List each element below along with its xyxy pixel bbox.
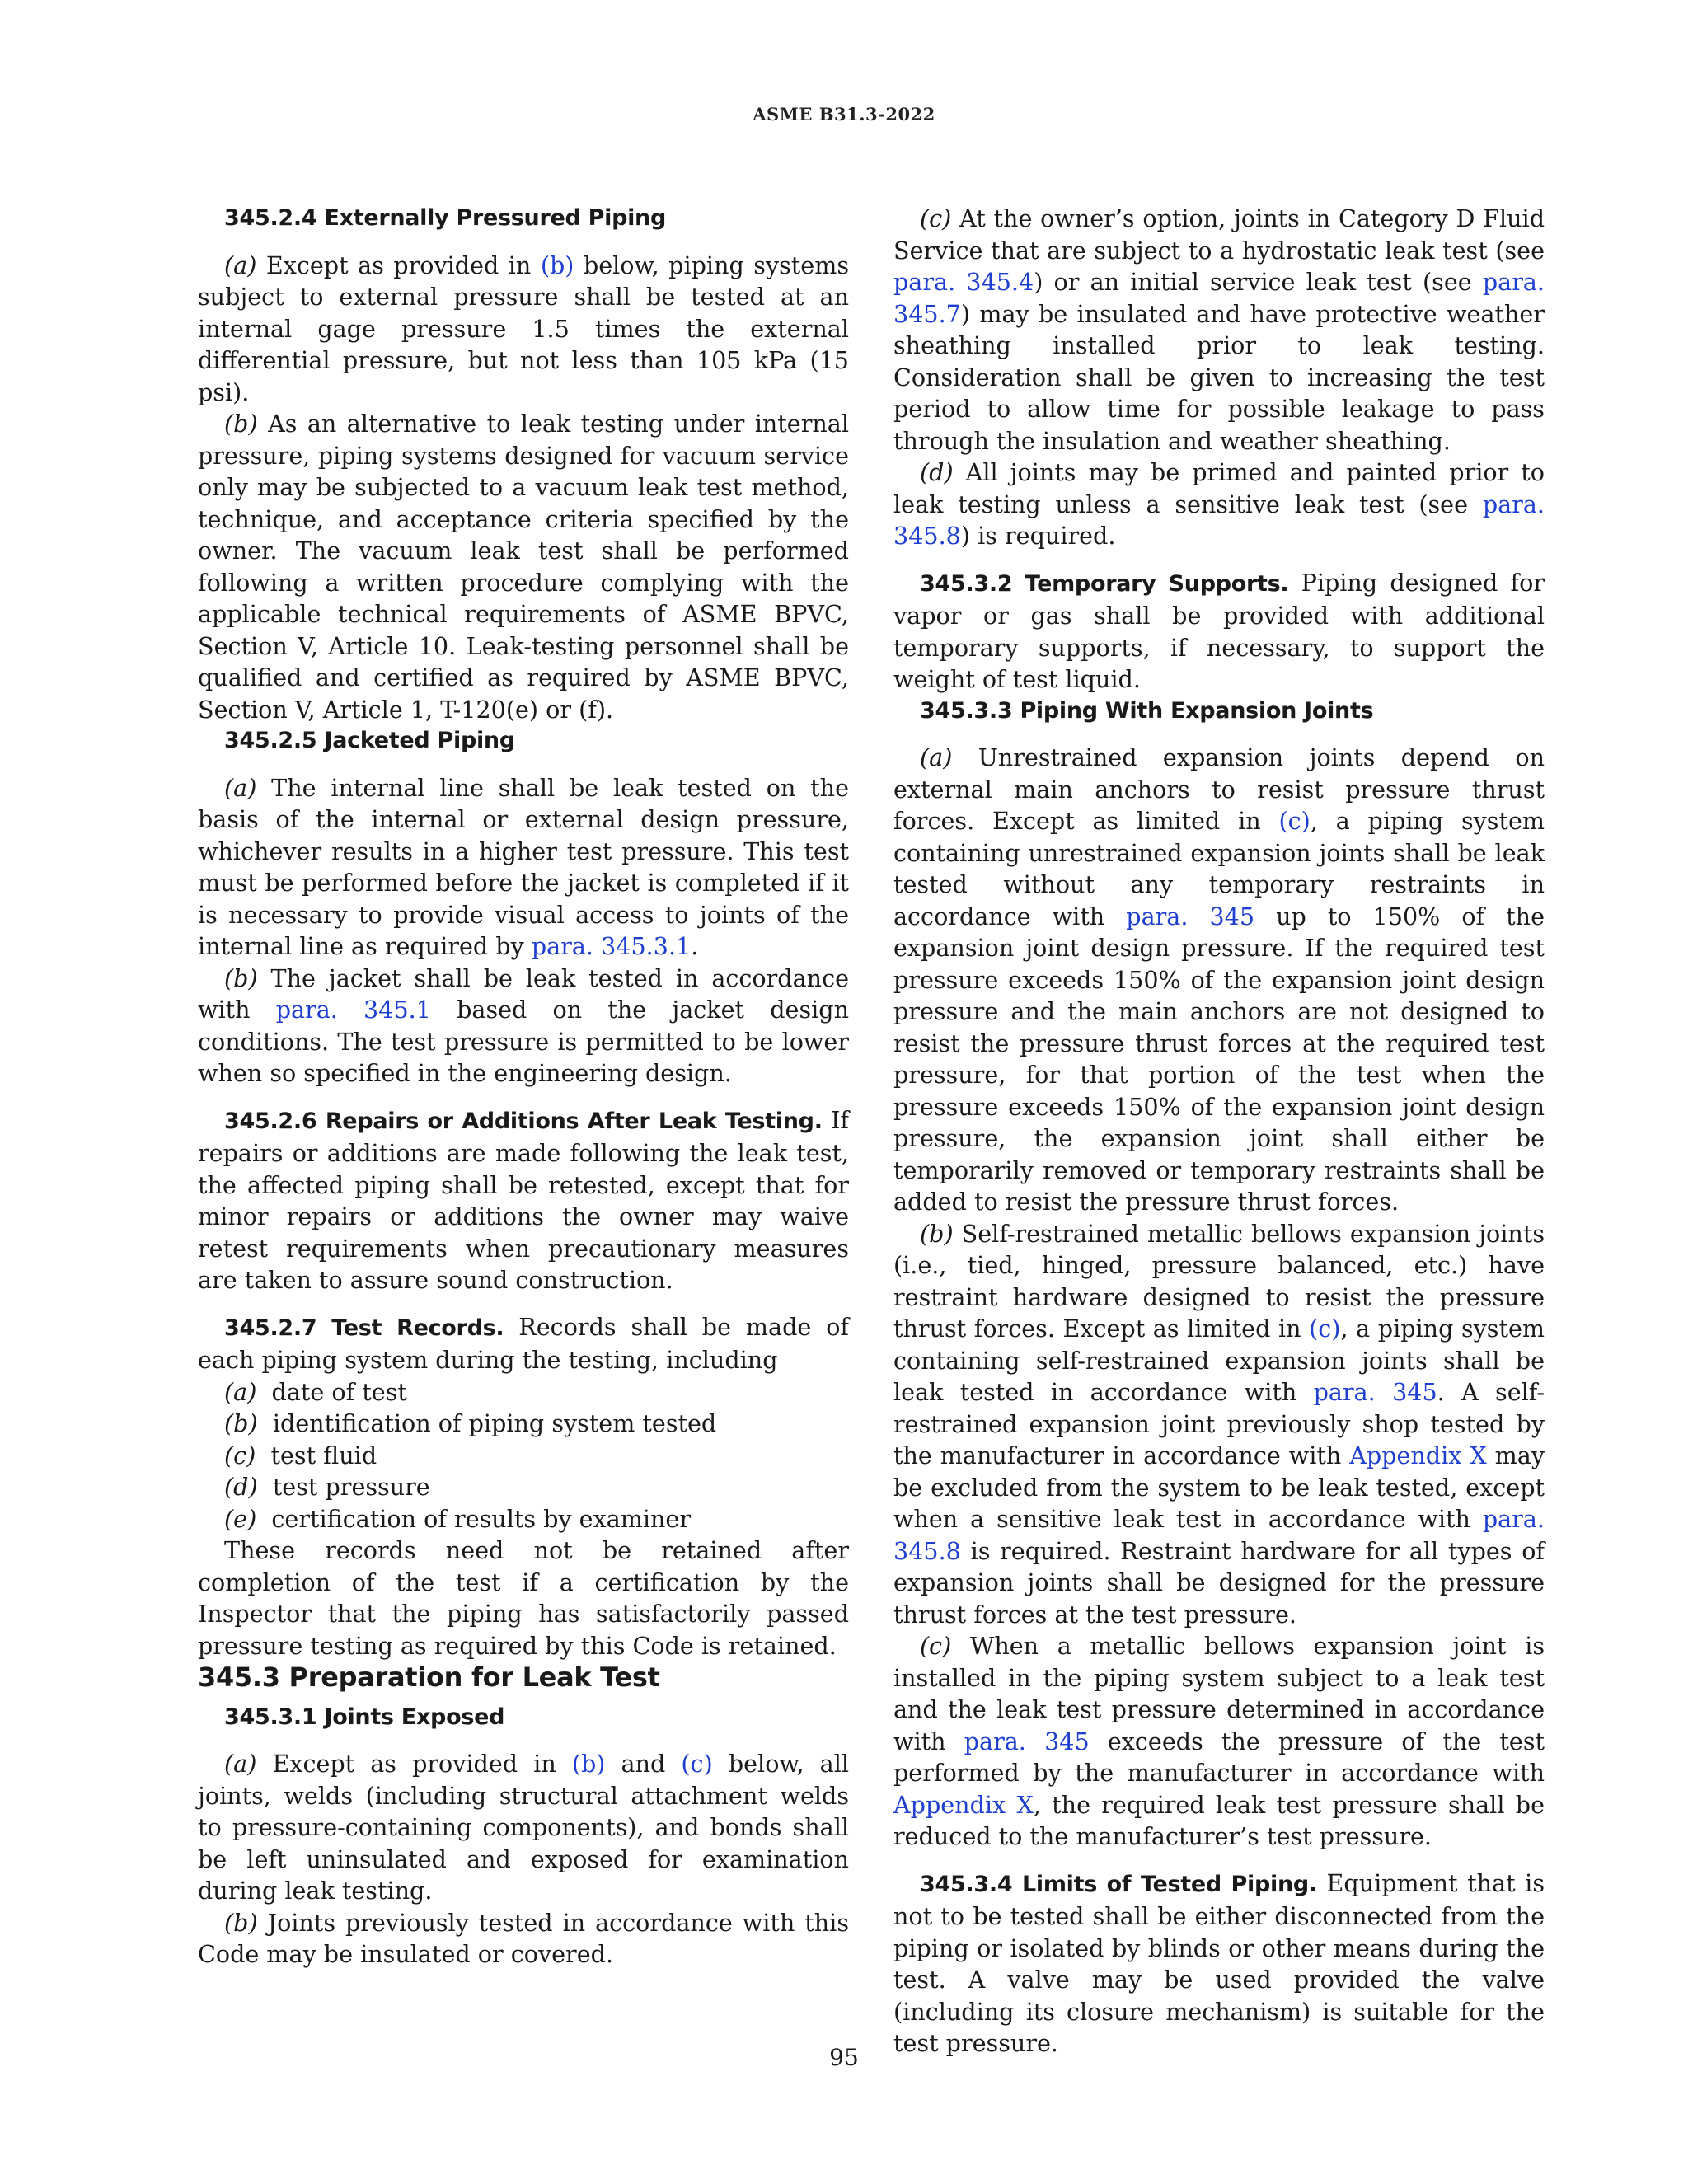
heading-345-2-7: 345.2.7 Test Records. xyxy=(224,1315,504,1341)
list-item: (a) date of test xyxy=(224,1377,407,1406)
link-c[interactable]: (c) xyxy=(1309,1315,1341,1343)
para-345-2-4-b: (b) As an alternative to leak testing under internal pressure, piping systems designed for vacuum service only may be subjected to a vacuum leak test method, technique, and acceptance criteria specified by the owner. The vacuum leak test shall be performed following a written procedure complying with the applicable technical requirements of ASME BPVC, Section V, Article 10. Leak-testing personnel shall be qualified and certified as required by ASME BPVC, Section V, Article 1, T-120(e) or (f). xyxy=(198,410,849,724)
heading-345-3-1: 345.3.1 Joints Exposed xyxy=(224,1704,505,1730)
link-appendix-x[interactable]: Appendix X xyxy=(893,1790,1034,1819)
link-para-345-1[interactable]: para. 345.1 xyxy=(275,996,431,1024)
para-345-2-6: 345.2.6 Repairs or Additions After Leak Testing. If repairs or additions are made following the leak test, the affected piping shall be retested, except that for minor repairs or additions the owner may waive retest requirements when precautionary measures are taken to assure sound construction. xyxy=(198,1105,850,1294)
link-para-345[interactable]: para. 345 xyxy=(1313,1378,1437,1406)
link-appendix-x[interactable]: Appendix X xyxy=(1349,1441,1487,1469)
heading-345-2-5: 345.2.5 Jacketed Piping xyxy=(224,728,515,753)
link-para-345-8[interactable]: para. 345.8 xyxy=(893,1505,1545,1565)
para-345-3-1-a: (a) Except as provided in (b) and (c) below, all joints, welds (including structural attachment welds to pressure-containing components), and bonds shall be left uninsulated and exposed for examination during leak testing. xyxy=(198,1750,849,1905)
link-para-345-8[interactable]: para. 345.8 xyxy=(893,490,1545,550)
link-b[interactable]: (b) xyxy=(571,1750,606,1778)
link-para-345-4[interactable]: para. 345.4 xyxy=(893,268,1034,296)
para-345-2-5-a: (a) The internal line shall be leak tested on the basis of the internal or external design pressure, whichever results in a higher test pressure. This test must be performed before the jacket is completed if it is necessary to provide visual access to joints of the internal line as required by para. 345.3.1. xyxy=(198,773,849,960)
link-para-345[interactable]: para. 345 xyxy=(964,1727,1090,1755)
heading-345-2-6: 345.2.6 Repairs or Additions After Leak Testing. xyxy=(224,1108,823,1134)
link-c[interactable]: (c) xyxy=(681,1750,713,1778)
page-number: 95 xyxy=(829,2044,859,2071)
heading-345-3-4: 345.3.4 Limits of Tested Piping. xyxy=(920,1871,1317,1897)
para-345-3-3-b: (b) Self-restrained metallic bellows expansion joints (i.e., tied, hinged, pressure balanced, etc.) have restraint hardware designed to resist the pressure thrust forces. Except as limited in (c), a piping system containing self-restrained expansion joints shall be leak tested in accordance with para. 345. A self-restrained expansion joint previously shop tested by the manufacturer in accordance with Appendix X may be excluded from the system to be leak tested, except when a sensitive leak test in accordance with para. 345.8 is required. Restraint hardware for all types of expansion joints shall be designed for the pressure thrust forces at the test pressure. xyxy=(893,1219,1545,1629)
test-records-list xyxy=(198,1376,849,1535)
heading-345-3-2: 345.3.2 Temporary Supports. xyxy=(920,570,1289,597)
para-345-3-4: 345.3.4 Limits of Tested Piping. Equipment that is not to be tested shall be either disconnected from the piping or isolated by blinds or other means during the test. A valve may be used provided the valve (including its closure mechanism) is suitable for the test pressure. xyxy=(893,1868,1545,2057)
para-345-3-1-d: (d) All joints may be primed and painted prior to leak testing unless a sensitive leak test (see para. 345.8) is required. xyxy=(893,458,1545,550)
link-c[interactable]: (c) xyxy=(1278,807,1311,835)
para-345-2-4-a: (a) Except as provided in (b) below, piping systems subject to external pressure shall be tested at an internal gage pressure 1.5 times the external differential pressure, but not less than 105 kPa (15 psi). xyxy=(198,251,849,406)
list-item: (e) certification of results by examiner xyxy=(224,1504,692,1533)
para-345-3-1-c: (c) At the owner’s option, joints in Category D Fluid Service that are subject to a hydrostatic leak test (see para. 345.4) or an initial service leak test (see para. 345.7) may be insulated and have protective weather sheathing installed prior to leak testing. Consideration shall be given to increasing the test period to allow time for possible leakage to pass through the insulation and weather sheathing. xyxy=(893,204,1545,455)
heading-345-2-4: 345.2.4 Externally Pressured Piping xyxy=(224,205,666,231)
para-345-2-7-closing: These records need not be retained after completion of the test if a certification by the Inspector that the piping has satisfactorily passed pressure testing as required by this Code is retained. xyxy=(198,1536,849,1660)
list-item: (c) test fluid xyxy=(224,1441,377,1469)
para-345-3-3-a: (a) Unrestrained expansion joints depend on external main anchors to resist pressure thrust forces. Except as limited in (c), a piping system containing unrestrained expansion joints shall be leak tested without any temporary restraints in accordance with para. 345 up to 150% of the expansion joint design pressure. If the required test pressure exceeds 150% of the expansion joint design pressure and the main anchors are not designed to resist the pressure thrust forces at the required test pressure, for that portion of the test when the pressure exceeds 150% of the expansion joint design pressure, the expansion joint shall either be temporarily removed or temporary restraints shall be added to resist the pressure thrust forces. xyxy=(893,743,1545,1216)
para-345-2-5-b: (b) The jacket shall be leak tested in accordance with para. 345.1 based on the jacket design conditions. The test pressure is permitted to be lower when so specified in the engineering design. xyxy=(198,963,849,1087)
heading-345-3-3: 345.3.3 Piping With Expansion Joints xyxy=(920,697,1374,724)
right-column xyxy=(893,203,1545,2060)
para-345-3-1-b: (b) Joints previously tested in accordance with this Code may be insulated or covered. xyxy=(198,1908,849,1968)
para-345-3-2: 345.3.2 Temporary Supports. Piping designed for vapor or gas shall be provided with additional temporary supports, if necessary, to support the weight of test liquid. xyxy=(893,568,1545,693)
link-para-345-3-1[interactable]: para. 345.3.1 xyxy=(531,932,692,960)
para-345-3-3-c: (c) When a metallic bellows expansion joint is installed in the piping system subject to a leak test and the leak test pressure determined in accordance with para. 345 exceeds the pressure of the test performed by the manufacturer in accordance with Appendix X, the required leak test pressure shall be reduced to the manufacturer’s test pressure. xyxy=(893,1632,1545,1850)
list-item: (b) identification of piping system tested xyxy=(224,1409,717,1437)
heading-345-3: 345.3 Preparation for Leak Test xyxy=(198,1661,660,1693)
list-item: (d) test pressure xyxy=(224,1473,430,1501)
link-b[interactable]: (b) xyxy=(540,251,574,279)
link-para-345-7[interactable]: para. 345.7 xyxy=(893,268,1545,328)
link-para-345[interactable]: para. 345 xyxy=(1126,902,1255,930)
running-header: ASME B31.3-2022 xyxy=(753,104,935,124)
left-column xyxy=(198,203,849,1971)
para-345-2-7: 345.2.7 Test Records. Records shall be made of each piping system during the testing, including xyxy=(198,1312,849,1374)
